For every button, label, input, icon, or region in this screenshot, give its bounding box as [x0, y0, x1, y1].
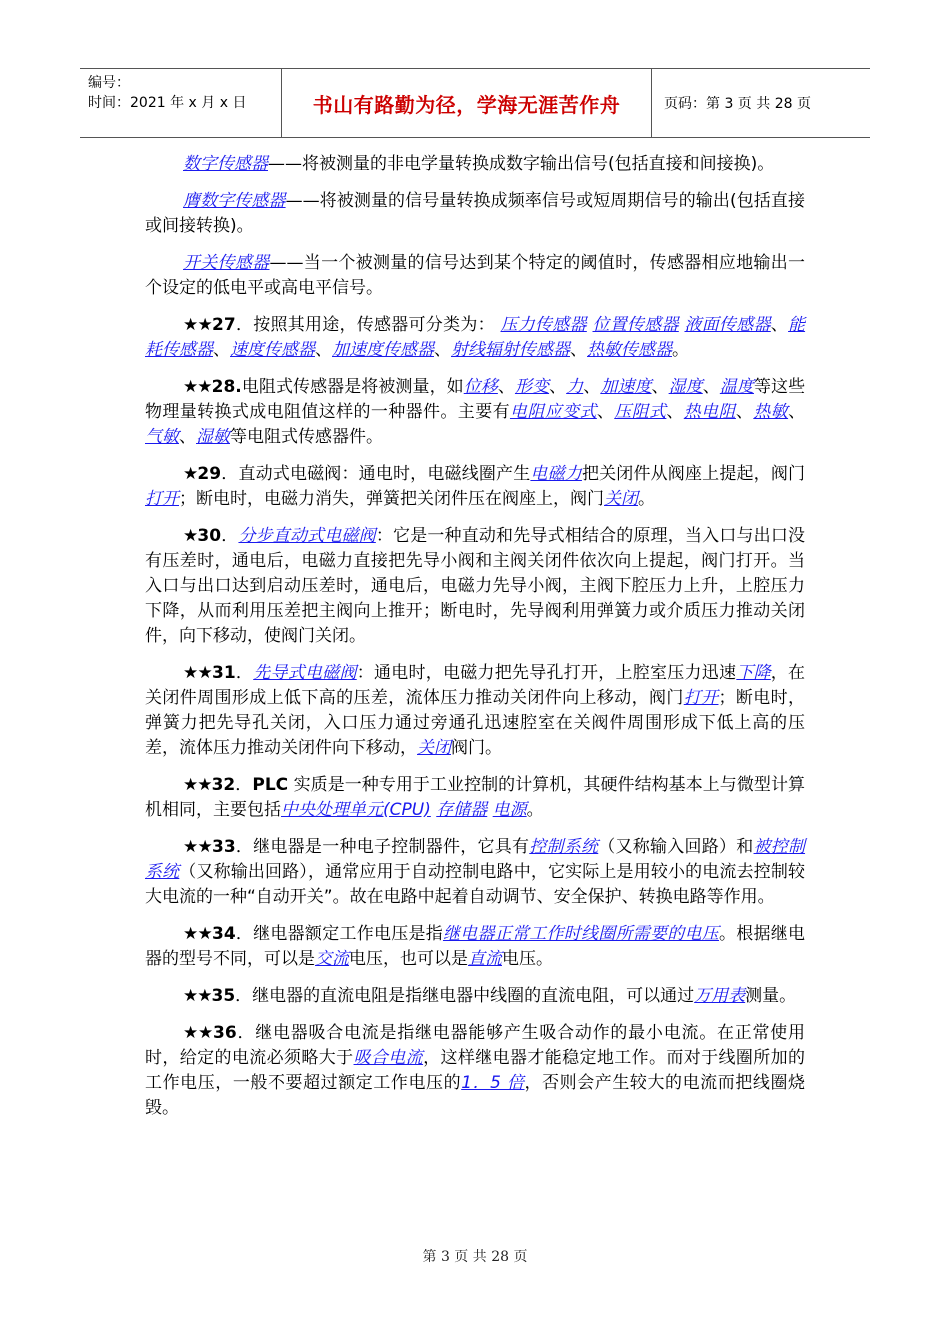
term-link[interactable]: 打开: [145, 489, 179, 509]
paragraph: [145, 524, 805, 649]
body-text: ．按照其用途，传感器可分类为：: [235, 315, 501, 335]
body-text: ——将被测量的信号量转换成频率信号或短周期信号的输出(包括直接或间接转换)。: [145, 191, 805, 236]
term-link[interactable]: 打开: [683, 688, 719, 708]
term-link[interactable]: 气敏: [145, 427, 179, 447]
term-link[interactable]: 存储器: [436, 800, 488, 820]
item-number: PLC: [252, 775, 289, 795]
term-link[interactable]: 下降: [736, 663, 771, 683]
importance-stars: ★★: [183, 775, 212, 795]
item-number: 33: [212, 837, 236, 857]
body-text: 、: [570, 340, 587, 360]
paragraph: [145, 773, 805, 823]
term-link[interactable]: 被控制系统: [145, 837, 806, 882]
item-number: 36: [213, 1023, 237, 1043]
paragraph: [145, 661, 805, 761]
paragraph: [145, 375, 805, 450]
header-page-info: 页码：第 3 页 共 28 页: [664, 96, 811, 112]
item-number: 30: [197, 526, 222, 546]
body-text: ；断电时，电磁力消失，弹簧把关闭件压在阀座上，阀门: [179, 489, 604, 509]
body-text: 测量。: [745, 986, 797, 1006]
paragraph: [145, 152, 805, 177]
importance-stars: ★★: [183, 1023, 214, 1043]
body-text: ，否则会产生较大的电流而把线圈烧毁。: [145, 1073, 806, 1118]
date-label: 时间：2021 年 x 月 x 日: [88, 95, 247, 111]
term-link[interactable]: 热敏传感器: [587, 340, 672, 360]
term-link[interactable]: 万用表: [694, 986, 746, 1006]
header-meta: [80, 69, 282, 137]
body-text: ．继电器额定工作电压是指: [235, 924, 443, 944]
item-number: 27: [212, 315, 236, 335]
paragraph: [145, 984, 805, 1009]
body-text: 电阻式传感器是将被测量，如: [241, 377, 464, 397]
term-link[interactable]: 1．5 倍: [461, 1073, 525, 1093]
body-text: 、: [651, 377, 669, 397]
body-text: 、: [315, 340, 332, 360]
item-number: 34: [212, 924, 236, 944]
body-text: 实质是一种专用于工业控制的计算机，其硬件结构基本上与微型计算机相同，主要包括: [145, 775, 806, 820]
body-text: ．直动式电磁阀：通电时，电磁线圈产生: [221, 464, 531, 484]
body-text: 电压，也可以是: [349, 949, 468, 969]
term-link[interactable]: 电磁力: [530, 464, 582, 484]
body-text: 、: [735, 402, 754, 422]
item-number: 31: [212, 663, 236, 683]
term-link[interactable]: 位移: [463, 377, 498, 397]
item-number: 32: [211, 775, 236, 795]
body-text: （又称输入回路）和: [598, 837, 754, 857]
term-link[interactable]: 交流: [315, 949, 349, 969]
body-text: （又称输出回路），通常应用于自动控制电路中，它实际上是用较小的电流去控制较大电流的一种“自动开关”。故在电路中起着自动调节、安全保护、转换电路等作用。: [145, 862, 806, 907]
term-link[interactable]: 电源: [492, 800, 527, 820]
body-text: ．: [235, 663, 254, 683]
term-link[interactable]: 先导式电磁阀: [253, 663, 357, 683]
body-text: ——当一个被测量的信号达到某个特定的阈值时，传感器相应地输出一个设定的低电平或高电平信号。: [145, 253, 806, 298]
item-number: 28.: [211, 377, 242, 397]
term-link[interactable]: 关闭: [604, 489, 638, 509]
body-text: 电压。: [502, 949, 553, 969]
term-link[interactable]: 力: [566, 377, 584, 397]
term-link[interactable]: 开关传感器: [183, 253, 270, 273]
term-link[interactable]: 继电器正常工作时线圈所需要的电压: [442, 924, 720, 944]
body-text: ：通电时，电磁力把先导孔打开，上腔室压力迅速: [356, 663, 737, 683]
body-text: 、: [788, 402, 806, 422]
paragraph: [145, 835, 805, 910]
body-text: 、: [434, 340, 451, 360]
term-link[interactable]: 能耗传感器: [145, 315, 806, 360]
document-body: [145, 152, 805, 1133]
term-link[interactable]: 控制系统: [529, 837, 599, 857]
importance-stars: ★★: [183, 986, 212, 1006]
term-link[interactable]: 加速度传感器: [332, 340, 434, 360]
body-text: 等这些物理量转换式成电阻值这样的一种器件。主要有: [145, 377, 806, 422]
importance-stars: ★★: [183, 924, 212, 944]
body-text: 、: [702, 377, 720, 397]
term-link[interactable]: 直流: [468, 949, 502, 969]
body-text: ；断电时，弹簧力把先导孔关闭，入口压力通过旁通孔迅速腔室在关阀件周围形成下低上高的压差，流体压力推动关闭件向下移动，: [145, 688, 806, 758]
term-link[interactable]: 电阻应变式: [509, 402, 597, 422]
body-text: 、: [596, 402, 615, 422]
term-link[interactable]: 压阻式: [614, 402, 667, 422]
term-link[interactable]: 湿度: [668, 377, 703, 397]
term-link[interactable]: 湿敏: [196, 427, 230, 447]
term-link[interactable]: 液面传感器: [684, 315, 771, 335]
paragraph: [145, 462, 805, 512]
body-text: 、: [666, 402, 684, 422]
importance-stars: ★★: [183, 377, 212, 397]
term-link[interactable]: 温度: [719, 377, 754, 397]
body-text: ：它是一种直动和先导式相结合的原理，当入口与出口没有压差时，通电后，电磁力直接把先导小阀和主阀关闭件依次向上提起，阀门打开。当入口与出口达到启动压差时，通电后，电磁力先导小阀，主阀下腔压力上升，上腔压力下降，从而利用压差把主阀向上推开；断电时，先导阀利用弹簧力或介质压力推动关闭件，向下移动，使阀门关闭。: [145, 526, 806, 646]
term-link[interactable]: 中央处理单元(CPU): [281, 800, 431, 820]
term-link[interactable]: 关闭: [417, 738, 451, 758]
body-text: 阀门。: [451, 738, 502, 758]
paragraph: [145, 922, 805, 972]
paragraph: [145, 1021, 805, 1121]
body-text: 、: [583, 377, 601, 397]
term-link[interactable]: 膺数字传感器: [183, 191, 286, 211]
body-text: ，这样继电器才能稳定地工作。而对于线圈所加的工作电压，一般不要超过额定工作电压的: [145, 1048, 806, 1093]
importance-stars: ★★: [183, 663, 212, 683]
body-text: 、: [179, 427, 196, 447]
term-link[interactable]: 压力传感器: [500, 315, 587, 335]
header-motto: 书山有路勤为径，学海无涯苦作舟: [282, 69, 652, 137]
body-text: ．继电器的直流电阻是指继电器中线圈的直流电阻，可以通过: [235, 986, 695, 1006]
body-text: 、: [770, 315, 789, 335]
body-text: ，在关闭件周围形成上低下高的压差，流体压力推动关闭件向上移动，阀门: [145, 663, 806, 708]
importance-stars: ★★: [183, 837, 212, 857]
importance-stars: ★★: [183, 315, 213, 335]
term-link[interactable]: 数字传感器: [183, 154, 268, 174]
body-text: 、: [549, 377, 567, 397]
body-text: 等电阻式传感器件。: [230, 427, 383, 447]
term-link[interactable]: 热电阻: [683, 402, 736, 422]
term-link[interactable]: 位置传感器: [592, 315, 679, 335]
body-text: 。: [526, 800, 544, 820]
term-link[interactable]: 热敏: [753, 402, 789, 422]
term-link[interactable]: 分步直动式电磁阀: [238, 526, 376, 546]
term-link[interactable]: 形变: [514, 377, 550, 397]
page-footer: 第 3 页 共 28 页: [422, 1249, 528, 1265]
body-text: ．: [235, 775, 253, 795]
paragraph: [145, 189, 805, 239]
body-text: 、: [497, 377, 515, 397]
paragraph: [145, 251, 805, 301]
body-text: ．继电器是一种电子控制器件，它具有: [235, 837, 530, 857]
term-link[interactable]: 射线辐射传感器: [451, 340, 570, 360]
term-link[interactable]: 速度传感器: [230, 340, 315, 360]
item-number: 35: [211, 986, 236, 1006]
body-text: ——将被测量的非电学量转换成数字输出信号(包括直接和间接换)。: [268, 154, 775, 174]
term-link[interactable]: 加速度: [600, 377, 652, 397]
item-number: 29: [197, 464, 222, 484]
body-text: 。: [672, 340, 689, 360]
body-text: 。根据继电器的型号不同，可以是: [145, 924, 806, 969]
importance-stars: ★: [183, 526, 198, 546]
page-header: [80, 68, 870, 138]
body-text: ．: [221, 526, 239, 546]
body-text: 、: [213, 340, 230, 360]
term-link[interactable]: 吸合电流: [353, 1048, 424, 1068]
serial-number-label: 编号：: [88, 75, 130, 91]
body-text: ．继电器吸合电流是指继电器能够产生吸合动作的最小电流。在正常使用时，给定的电流必须略大于: [145, 1023, 806, 1068]
paragraph: [145, 313, 805, 363]
body-text: 把关闭件从阀座上提起，阀门: [581, 464, 806, 484]
importance-stars: ★: [183, 464, 198, 484]
body-text: 。: [638, 489, 655, 509]
